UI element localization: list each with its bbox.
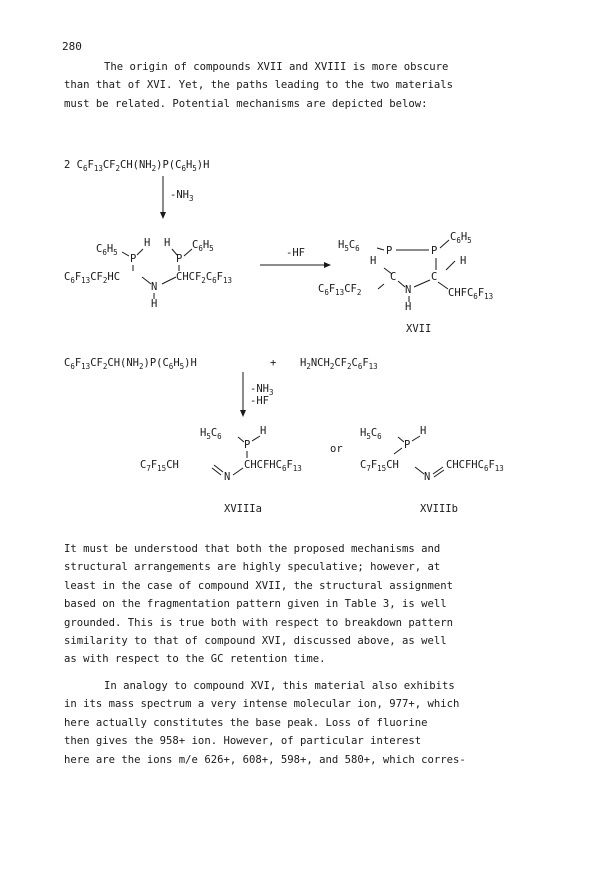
h-atom: H <box>460 255 467 267</box>
n-atom: N <box>224 471 231 483</box>
p-atom: P <box>244 439 251 451</box>
body-line: as with respect to the GC retention time. <box>64 653 326 666</box>
h-atom: H <box>151 298 158 310</box>
arrowhead <box>160 212 166 219</box>
label-xviiib: XVIIIb <box>420 503 458 515</box>
page-number: 280 <box>62 40 82 53</box>
loss-hf-label: -HF <box>286 247 305 259</box>
intro-line: than that of XVI. Yet, the paths leading to the two materials <box>64 79 454 92</box>
plus-sign: + <box>270 357 277 369</box>
body-line: here are the ions m/e 626+, 608+, 598+, and 580+, which corres- <box>64 753 466 766</box>
arrowhead <box>240 410 246 417</box>
label-xviiia: XVIIIa <box>224 503 262 515</box>
body-line: structural arrangements are highly speculative; however, at <box>64 561 441 574</box>
body-line: here actually constitutes the base peak. Loss of fluorine <box>64 716 428 729</box>
phenyl-left: $H_5C_6$ <box>200 427 222 441</box>
c-atom: C <box>431 271 438 283</box>
h-atom: H <box>260 425 267 437</box>
body-line: in its mass spectrum a very intense molecular ion, 977+, which <box>64 698 460 711</box>
body-line: similarity to that of compound XVI, discussed above, as well <box>64 635 447 648</box>
intro-paragraph <box>64 58 453 113</box>
loss-nh3-label: $-NH_3$ <box>170 189 194 203</box>
chain-left: $C_6F_{13}CF_2$ <box>318 283 362 297</box>
p-atom-right: P <box>176 253 183 265</box>
reagent-top: 2 $C_6F_{13}CF_2CH(NH_2)P(C_6H_5)H$ <box>64 159 210 173</box>
chain-left: $C_7F_{15}CH$ <box>140 459 179 473</box>
body-line: In analogy to compound XVI, this material also exhibits <box>104 680 455 692</box>
h-atom: H <box>405 301 412 313</box>
body-line: It must be understood that both the proposed mechanisms and <box>64 543 441 555</box>
c-atom: C <box>390 271 397 283</box>
intro-line: The origin of compounds XVII and XVIII is more obscure <box>104 61 449 73</box>
chain-left: $C_7F_{15}CH$ <box>360 459 399 473</box>
or-label: or <box>330 443 343 455</box>
body-line: grounded. This is true both with respect to breakdown pattern <box>64 616 454 629</box>
h-atom: H <box>144 237 151 249</box>
reaction-scheme <box>0 140 593 530</box>
discussion-paragraph <box>64 540 453 669</box>
p-atom-left: P <box>386 245 393 257</box>
chain-right: $CHCFHC_6F_{13}$ <box>244 459 302 473</box>
chain-right: $CHFC_6F_{13}$ <box>448 287 494 301</box>
phenyl-left: $H_5C_6$ <box>360 427 382 441</box>
loss-nh3-label: $-NH_3$ <box>250 383 274 397</box>
reagent-mid-a: $C_6F_{13}CF_2CH(NH_2)P(C_6H_5)H$ <box>64 357 197 371</box>
p-atom-right: P <box>431 245 438 257</box>
n-atom: N <box>405 284 412 296</box>
h-atom: H <box>164 237 171 249</box>
chain-left: $C_6F_{13}CF_2HC$ <box>64 271 121 285</box>
reagent-mid-b: $H_2NCH_2CF_2C_6F_{13}$ <box>300 357 378 371</box>
phenyl-right: $C_6H_5$ <box>450 231 472 245</box>
n-atom: N <box>151 281 158 293</box>
label-xvii: XVII <box>406 323 432 335</box>
body-line: then gives the 958+ ion. However, of particular interest <box>64 735 422 748</box>
h-atom: H <box>420 425 427 437</box>
loss-hf-label: -HF <box>250 395 269 407</box>
phenyl-right: $C_6H_5$ <box>192 239 214 253</box>
arrowhead <box>324 262 331 268</box>
body-line: least in the case of compound XVII, the structural assignment <box>64 579 454 592</box>
h-atom: H <box>370 255 377 267</box>
p-atom-left: P <box>130 253 137 265</box>
p-atom: P <box>404 439 411 451</box>
intro-line: must be related. Potential mechanisms are depicted below: <box>64 97 428 110</box>
mass-spectrum-paragraph <box>64 677 466 769</box>
phenyl-left: $H_5C_6$ <box>338 239 360 253</box>
chain-right: $CHCF_2C_6F_{13}$ <box>176 271 233 285</box>
n-atom: N <box>424 471 431 483</box>
body-line: based on the fragmentation pattern given in Table 3, is well <box>64 598 447 611</box>
phenyl-left: $C_6H_5$ <box>96 243 118 257</box>
chain-right: $CHCFHC_6F_{13}$ <box>446 459 504 473</box>
